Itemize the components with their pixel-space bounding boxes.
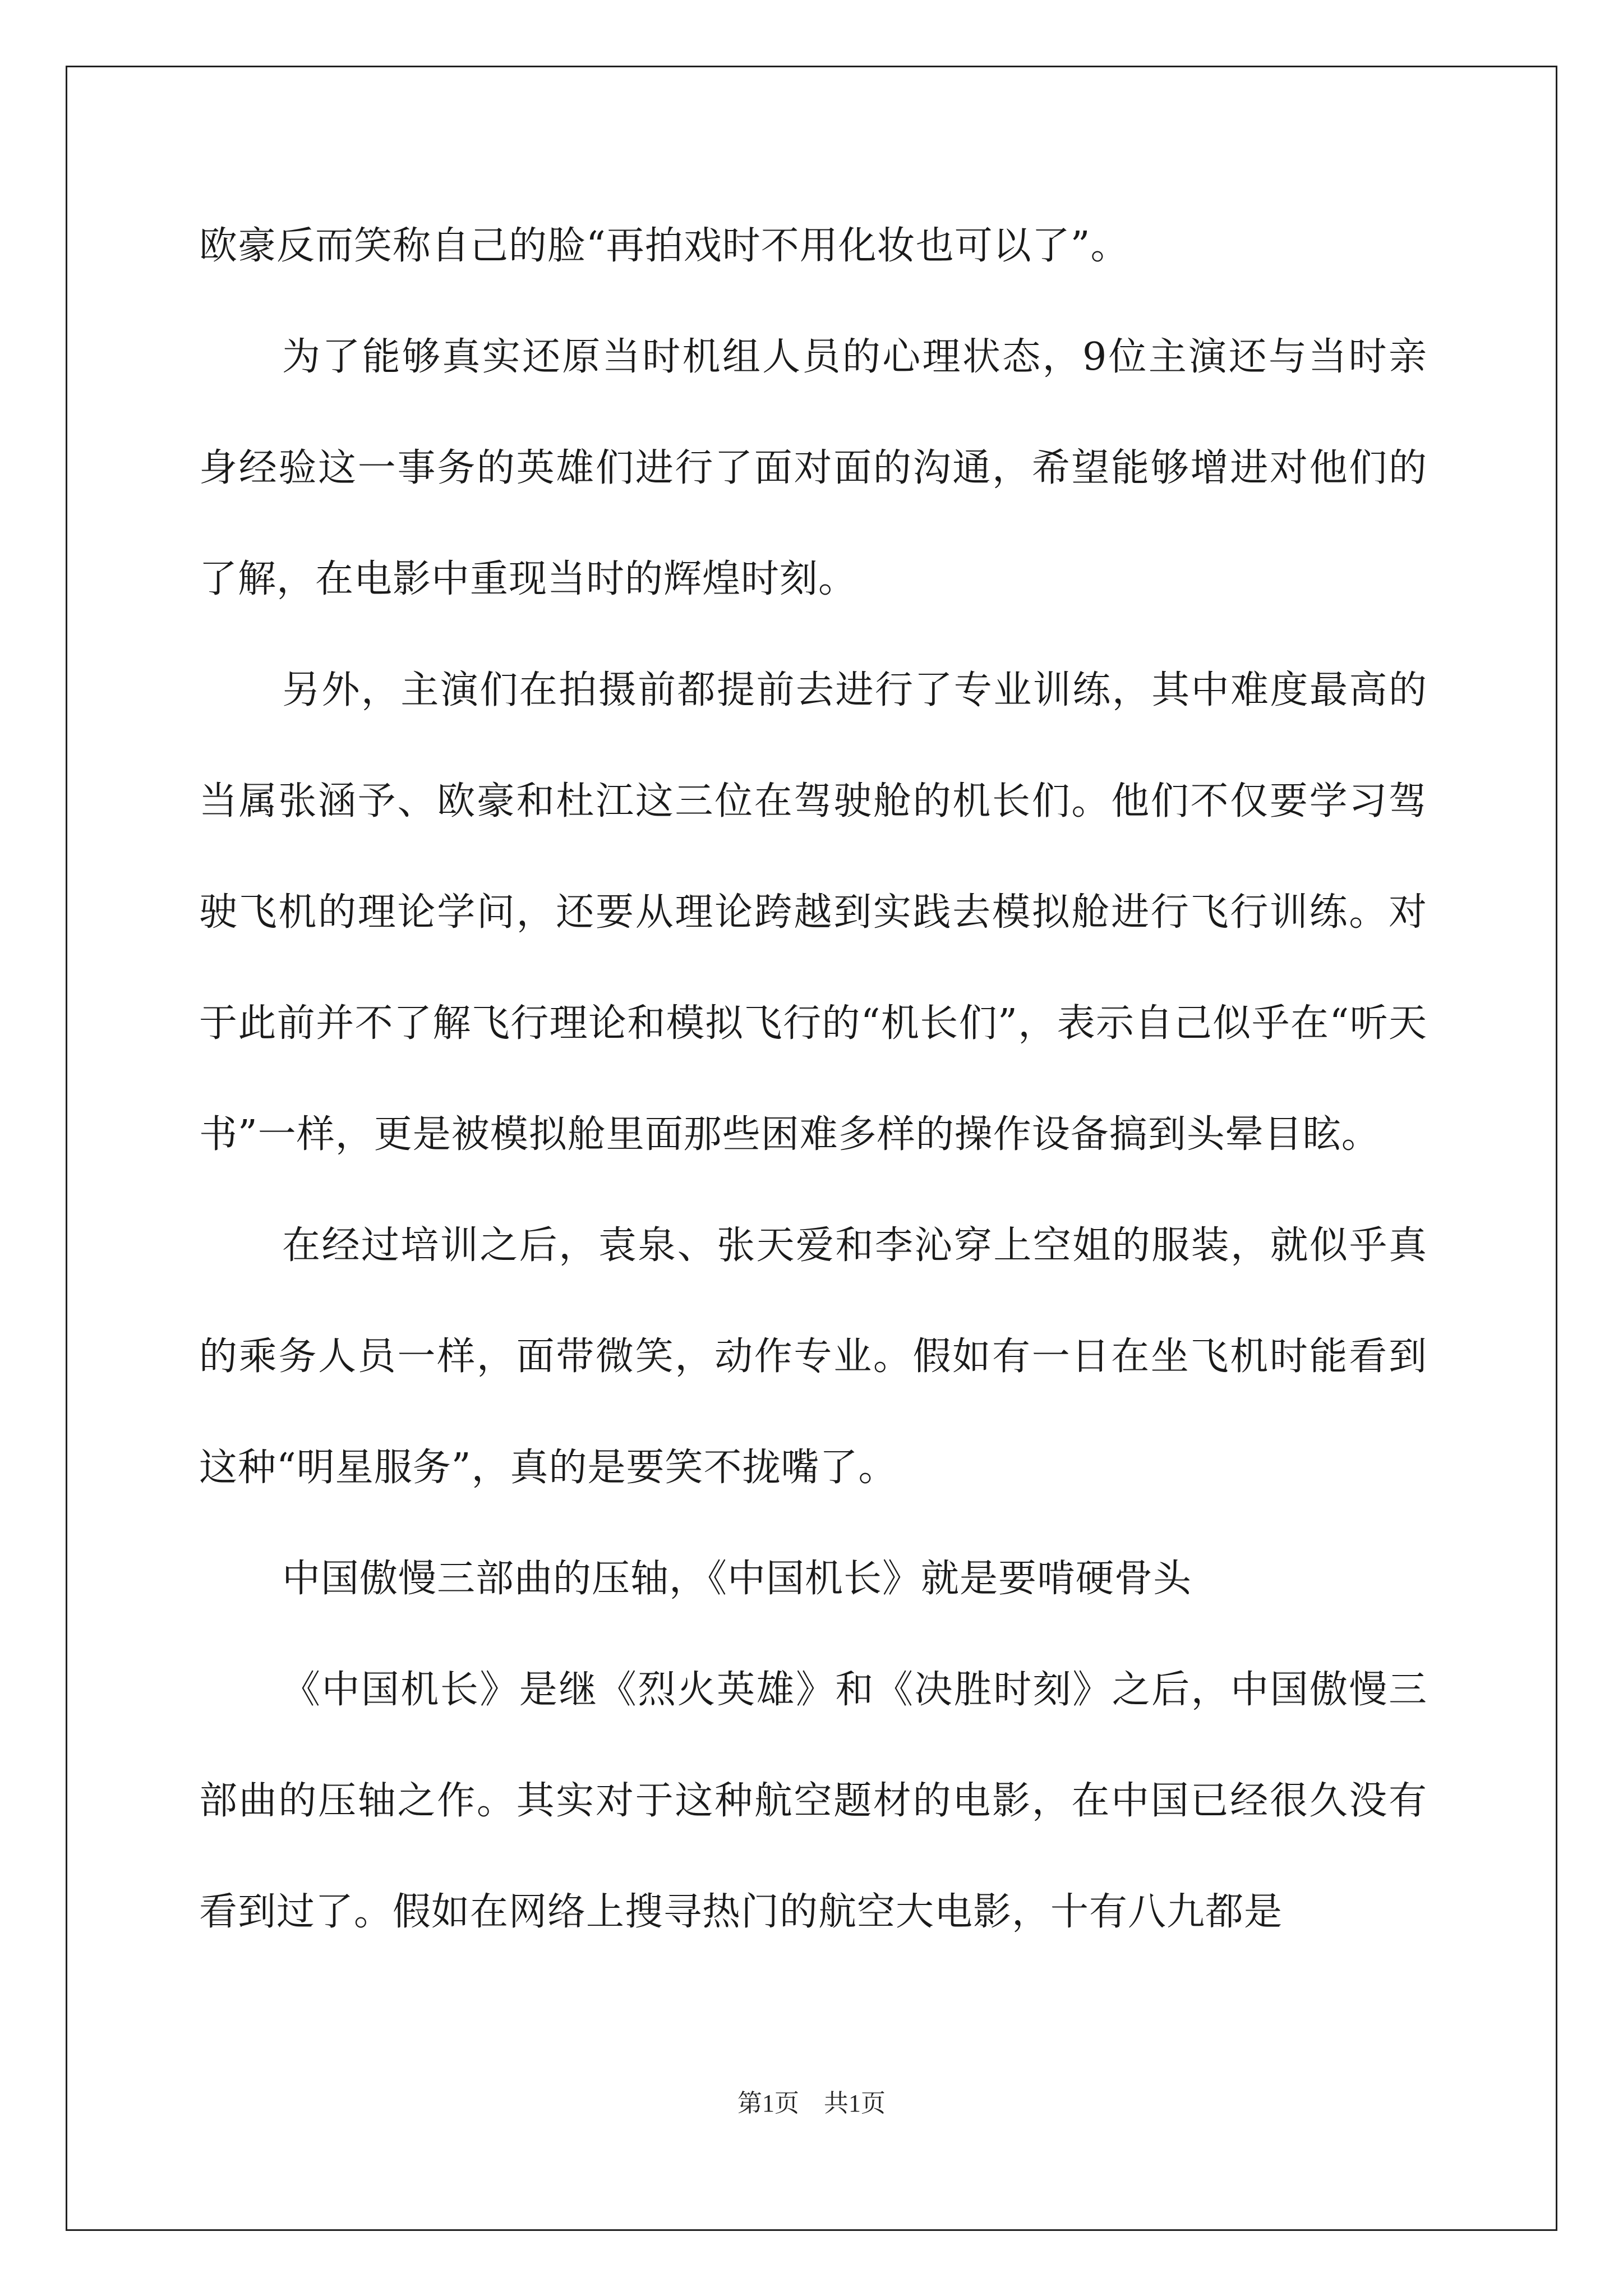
paragraph-1: 欧豪反而笑称自己的脸“再拍戏时不用化妆也可以了”。 [199, 224, 1129, 268]
document-body [199, 191, 1427, 1968]
paragraph-5: 《中国机长》是继《烈火英雄》和《决胜时刻》之后，中国傲慢三部曲的压轴之作。其实对于这种航空题材的电影，在中国已经很久没有看到过了。假如在网络上搜寻热门的航空大电影，十有八九都是 [199, 1668, 1427, 1934]
paragraph-3: 另外，主演们在拍摄前都提前去进行了专业训练，其中难度最高的当属张涵予、欧豪和杜江这三位在驾驶舱的机长们。他们不仅要学习驾驶飞机的理论学问，还要从理论跨越到实践去模拟舱进行飞行训练。对于此前并不了解飞行理论和模拟飞行的“机长们”，表示自己似乎在“听天书”一样，更是被模拟舱里面那些困难多样的操作设备搞到头晕目眩。 [199, 668, 1427, 1157]
page-footer: 第1页 共1页 [737, 2090, 886, 2117]
section-heading: 中国傲慢三部曲的压轴，《中国机长》就是要啃硬骨头 [282, 1557, 1192, 1601]
paragraph-2: 为了能够真实还原当时机组人员的心理状态，9位主演还与当时亲身经验这一事务的英雄们进行了面对面的沟通，希望能够增进对他们的了解，在电影中重现当时的辉煌时刻。 [199, 335, 1427, 601]
paragraph-4: 在经过培训之后，袁泉、张天爱和李沁穿上空姐的服装，就似乎真的乘务人员一样，面带微笑，动作专业。假如有一日在坐飞机时能看到这种“明星服务”，真的是要笑不拢嘴了。 [199, 1223, 1427, 1490]
